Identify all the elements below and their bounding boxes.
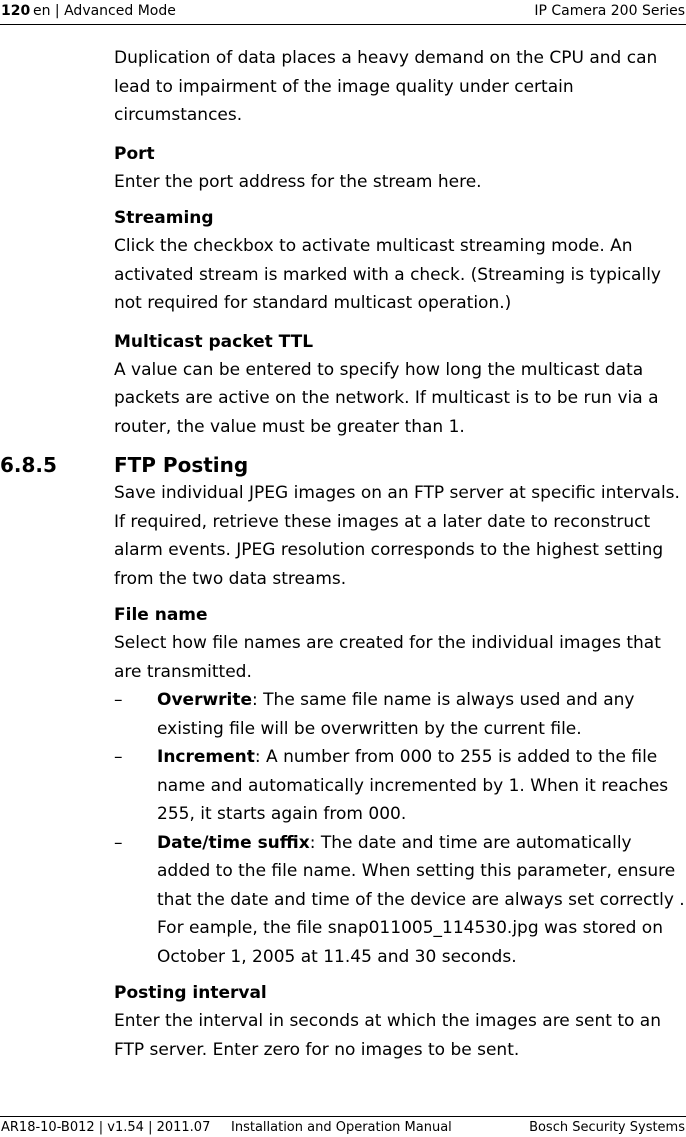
list-dash: – — [114, 690, 123, 710]
list-item-overwrite — [114, 686, 686, 743]
posting-interval-description: Enter the interval in seconds at which the images are sent to an FTP server. Enter zero for no images to be sent. — [114, 1011, 661, 1060]
option-label: Overwrite — [157, 690, 253, 710]
ttl-term: Multicast packet TTL — [114, 331, 314, 352]
port-description: Enter the port address for the stream here. — [114, 171, 482, 192]
option-label: Increment — [157, 747, 255, 767]
option-text: : The same file name is always used and any existing file will be overwritten by the current file. — [157, 690, 635, 739]
page-content — [0, 44, 686, 1064]
page-number: 120 — [1, 3, 31, 19]
section-number: 6.8.5 — [0, 453, 57, 477]
ttl-description: A value can be entered to specify how long the multicast data packets are active on the network. If multicast is to be run via a router, the value must be greater than 1. — [114, 359, 659, 437]
section-heading — [0, 451, 686, 479]
list-dash: – — [114, 747, 123, 767]
page-footer — [0, 1116, 686, 1137]
page-header — [0, 0, 686, 25]
footer-manual-title: Installation and Operation Manual — [231, 1120, 452, 1135]
file-name-term: File name — [114, 605, 208, 625]
streaming-term: Streaming — [114, 208, 214, 228]
list-item-date-time-suffix — [114, 829, 686, 972]
header-section: en | Advanced Mode — [33, 3, 176, 19]
option-label: Date/time suffix — [157, 832, 310, 853]
list-dash: – — [114, 832, 123, 853]
footer-company: Bosch Security Systems — [529, 1120, 685, 1135]
list-item-increment — [114, 743, 686, 829]
posting-interval-term: Posting interval — [114, 983, 267, 1003]
file-name-options-list — [114, 686, 686, 971]
option-text: : A number from 000 to 255 is added to the file name and automatically incremented by 1. When it reaches 255, it starts again from 000. — [157, 747, 669, 824]
ftp-description: Save individual JPEG images on an FTP server at specific intervals. If required, retrieve these images at a later date to reconstruct alarm events. JPEG resolution corresponds to the highest setting from the two data streams. — [114, 483, 680, 589]
footer-doc-id: AR18-10-B012 | v1.54 | 2011.07 — [1, 1120, 211, 1135]
intro-paragraph: Duplication of data places a heavy demand on the CPU and can lead to impairment of the image quality under certain circumstances. — [114, 48, 658, 125]
file-name-description: Select how file names are created for the individual images that are transmitted. — [114, 633, 661, 682]
section-title: FTP Posting — [114, 453, 249, 477]
streaming-description: Click the checkbox to activate multicast streaming mode. An activated stream is marked with a check. (Streaming is typically not required for standard multicast operation.) — [114, 236, 661, 313]
port-term: Port — [114, 143, 155, 164]
header-series: IP Camera 200 Series — [534, 3, 685, 19]
option-text: : The date and time are automatically added to the file name. When setting this parameter, ensure that the date and time of the device are always set correctly . For eample, the file snap011005_114530.jpg was stored on October 1, 2005 at 11.45 and 30 seconds. — [157, 832, 685, 967]
